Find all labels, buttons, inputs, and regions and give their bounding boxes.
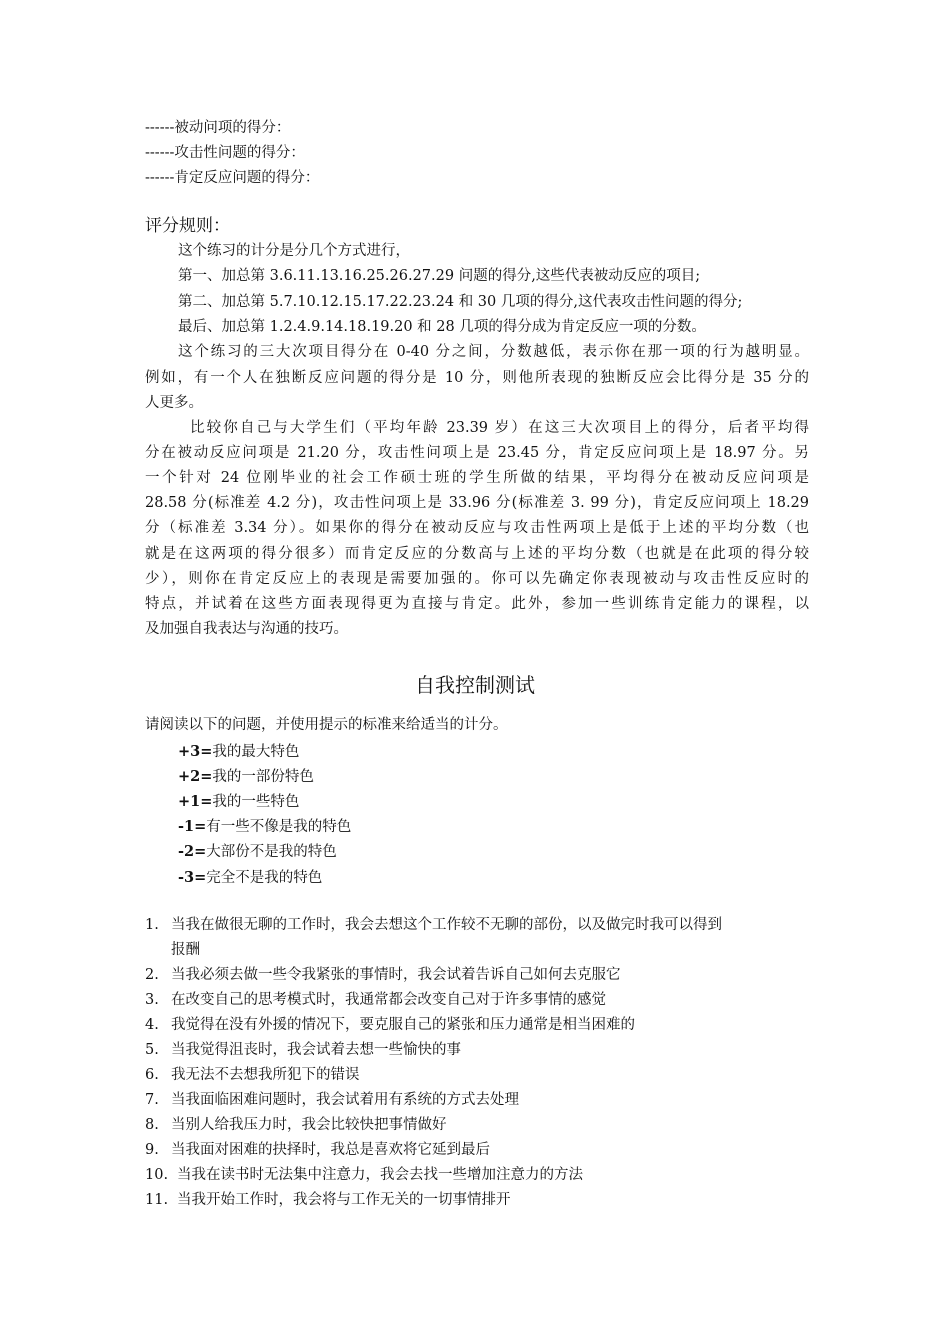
question-continuation: 报酬 xyxy=(171,942,200,958)
paragraph-line: 比较你自己与大学生们（平均年龄 23.39 岁）在这三大次项目上的得分，后者平均得 xyxy=(190,420,809,436)
test-title: 自我控制测试 xyxy=(415,673,535,697)
list-item xyxy=(145,913,722,938)
scale-item xyxy=(178,764,314,790)
paragraph-line: 及加强自我表达与沟通的技巧。 xyxy=(145,621,348,637)
paragraph-line: 一个针对 24 位刚毕业的社会工作硕士班的学生所做的结果，平均得分在被动反应问项是 xyxy=(145,470,809,486)
question-number: 4. xyxy=(145,1017,159,1033)
scale-item xyxy=(178,865,322,891)
score-line-aggressive: ------攻击性问题的得分： xyxy=(145,145,305,161)
paragraph-line: 这个练习的三大次项目得分在 0-40 分之间，分数越低，表示你在那一项的行为越明显。 xyxy=(178,344,809,360)
question-text: 当我在读书时无法集中注意力，我会去找一些增加注意力的方法 xyxy=(177,1167,583,1183)
list-item xyxy=(145,1163,583,1188)
question-text: 当我觉得沮丧时，我会试着去想一些愉快的事 xyxy=(171,1042,461,1058)
question-number: 5. xyxy=(145,1042,159,1058)
question-text: 当我在做很无聊的工作时，我会去想这个工作较不无聊的部份，以及做完时我可以得到 xyxy=(171,917,722,933)
list-item xyxy=(145,1013,635,1038)
paragraph-line: 就是在这两项的得分很多）而肯定反应的分数高与上述的平均分数（也就是在此项的得分较 xyxy=(145,546,809,562)
scale-item xyxy=(178,789,299,815)
question-number: 6. xyxy=(145,1067,159,1083)
paragraph-line: 人更多。 xyxy=(145,395,203,411)
score-line-assertive: ------肯定反应问题的得分： xyxy=(145,170,320,186)
paragraph-line: 分在被动反应问项是 21.20 分，攻击性问项上是 23.45 分，肯定反应问项上是 18.97 分。另 xyxy=(145,445,809,461)
scale-text: 完全不是我的特色 xyxy=(206,870,323,886)
rule-line: 第一、加总第 3.6.11.13.16.25.26.27.29 问题的得分,这些代表被动反应的项目; xyxy=(178,268,701,284)
rule-line: 第二、加总第 5.7.10.12.15.17.22.23.24 和 30 几项的得分,这代表攻击性问题的得分; xyxy=(178,294,743,310)
question-text: 当我面对困难的抉择时，我总是喜欢将它延到最后 xyxy=(171,1142,490,1158)
scale-item xyxy=(178,814,351,840)
paragraph-line: 少），则你在肯定反应上的表现是需要加强的。你可以先确定你表现被动与攻击性反应时的 xyxy=(145,571,809,587)
scale-code: +3= xyxy=(178,743,213,760)
question-text: 我觉得在没有外援的情况下，要克服自己的紧张和压力通常是相当困难的 xyxy=(171,1017,635,1033)
scale-item xyxy=(178,839,337,865)
question-number: 10. xyxy=(145,1167,169,1183)
scale-text: 有一些不像是我的特色 xyxy=(206,819,352,835)
question-number: 9. xyxy=(145,1142,159,1158)
question-text: 当我必须去做一些令我紧张的事情时，我会试着告诉自己如何去克服它 xyxy=(171,967,621,983)
scale-code: -2= xyxy=(178,843,207,860)
question-number: 8. xyxy=(145,1117,159,1133)
paragraph-line: 特点，并试着在这些方面表现得更为直接与肯定。此外，参加一些训练肯定能力的课程，以 xyxy=(145,596,809,612)
scale-text: 我的一些特色 xyxy=(212,794,300,810)
list-item xyxy=(145,963,621,988)
scale-code: -1= xyxy=(178,818,207,835)
question-number: 7. xyxy=(145,1092,159,1108)
list-item xyxy=(145,1088,519,1113)
paragraph-line: 分（标准差 3.34 分）。如果你的得分在被动反应与攻击性两项上是低于上述的平均分数（也 xyxy=(145,520,809,536)
list-item xyxy=(145,988,606,1013)
scale-text: 我的一部份特色 xyxy=(212,769,314,785)
question-text: 当我面临困难问题时，我会试着用有系统的方式去处理 xyxy=(171,1092,519,1108)
list-item xyxy=(145,1138,490,1163)
scale-code: +1= xyxy=(178,793,213,810)
question-text: 当别人给我压力时，我会比较快把事情做好 xyxy=(171,1117,447,1133)
rule-line: 这个练习的计分是分几个方式进行， xyxy=(178,243,410,259)
scale-code: +2= xyxy=(178,768,213,785)
list-item xyxy=(145,1113,447,1138)
question-text: 当我开始工作时，我会将与工作无关的一切事情排开 xyxy=(177,1192,511,1208)
scale-code: -3= xyxy=(178,869,207,886)
question-number: 3. xyxy=(145,992,159,1008)
question-text: 我无法不去想我所犯下的错误 xyxy=(171,1067,360,1083)
scale-text: 大部份不是我的特色 xyxy=(206,844,337,860)
rule-line: 最后、加总第 1.2.4.9.14.18.19.20 和 28 几项的得分成为肯定反应一项的分数。 xyxy=(178,319,706,335)
question-number: 2. xyxy=(145,967,159,983)
score-line-passive: ------被动问项的得分： xyxy=(145,120,291,136)
list-item xyxy=(145,1063,360,1088)
scale-item xyxy=(178,739,299,765)
list-item xyxy=(145,1188,511,1213)
question-text: 在改变自己的思考模式时，我通常都会改变自己对于许多事情的感觉 xyxy=(171,992,606,1008)
list-item xyxy=(145,1038,461,1063)
paragraph-line: 例如，有一个人在独断反应问题的得分是 10 分，则他所表现的独断反应会比得分是 35 分的 xyxy=(145,370,809,386)
paragraph-line: 28.58 分(标准差 4.2 分)，攻击性问项上是 33.96 分(标准差 3. 99 分)，肯定反应问项上 18.29 xyxy=(145,495,809,511)
rules-heading: 评分规则： xyxy=(145,216,230,236)
instruction-text: 请阅读以下的问题，并使用提示的标准来给适当的计分。 xyxy=(145,717,508,733)
question-number: 1. xyxy=(145,917,159,933)
question-number: 11. xyxy=(145,1192,169,1208)
scale-text: 我的最大特色 xyxy=(212,744,300,760)
